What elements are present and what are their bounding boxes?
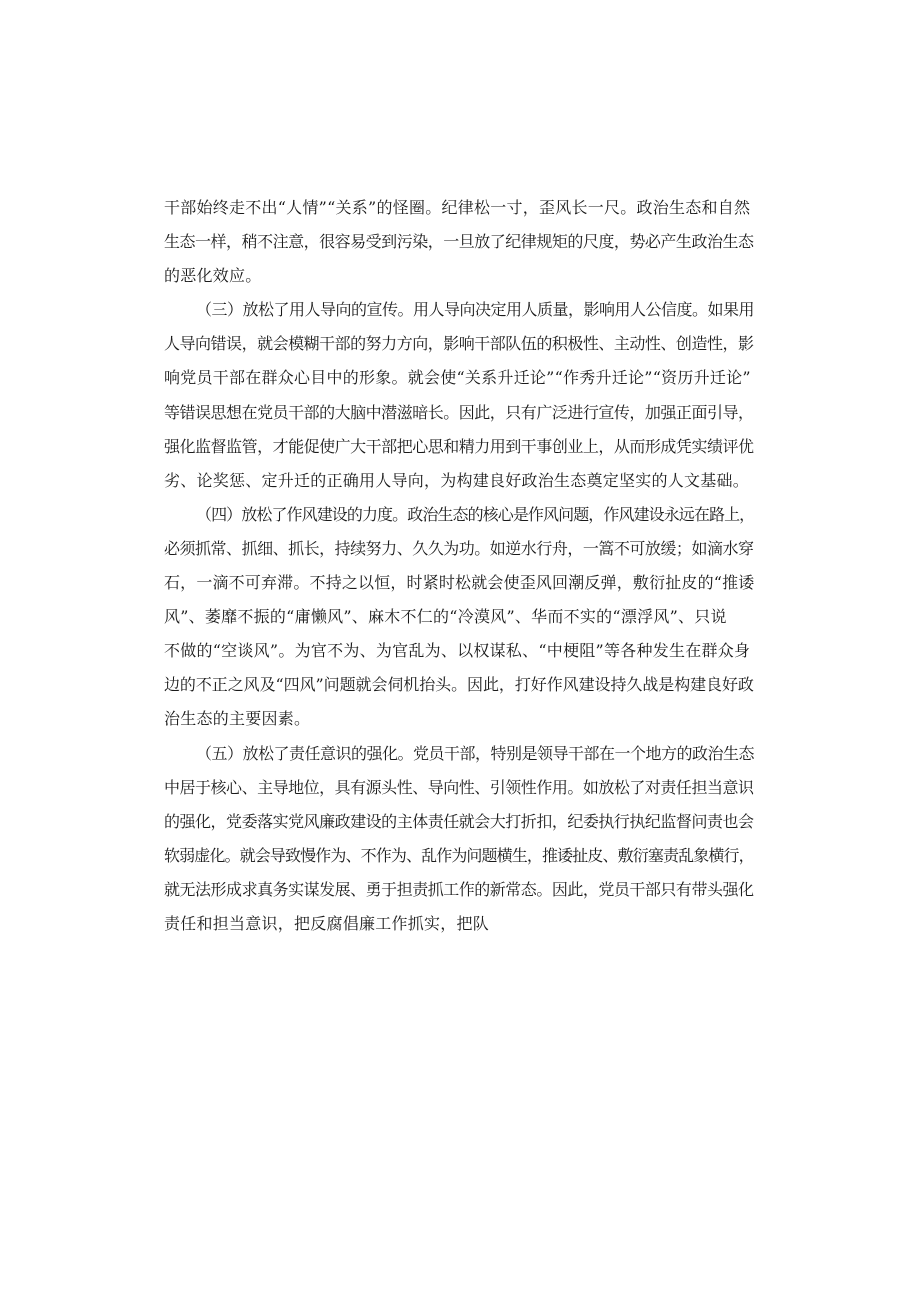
text-line: 不做的“空谈风”。为官不为、为官乱为、以权谋私、“中梗阻”等各种发生在群众身 <box>164 641 751 661</box>
text-line: 生态一样，稍不注意，很容易受到污染，一旦放了纪律规矩的尺度，势必产生政治生态 <box>164 232 754 252</box>
text-line: 的强化，党委落实党风廉政建设的主体责任就会大打折扣，纪委执行执纪监督问责也会 <box>164 811 754 831</box>
text-line: 边的不正之风及“四风”问题就会伺机抬头。因此，打好作风建设持久战是构建良好政 <box>164 675 754 695</box>
text-line: 等错误思想在党员干部的大脑中潜滋暗长。因此，只有广泛进行宣传，加强正面引导， <box>164 402 754 422</box>
text-line: 人导向错误，就会模糊干部的努力方向，影响干部队伍的积极性、主动性、创造性，影 <box>164 334 754 354</box>
text-line: 劣、论奖惩、定升迁的正确用人导向，为构建良好政治生态奠定坚实的人文基础。 <box>164 470 750 490</box>
paragraph-continuation <box>164 191 754 293</box>
text-line: 责任和担当意识，把反腐倡廉工作抓实，把队 <box>164 913 490 933</box>
text-line: 必须抓常、抓细、抓长，持续努力、久久为功。如逆水行舟，一篙不可放缓；如滴水穿 <box>164 538 754 558</box>
paragraph-section-five <box>164 737 754 942</box>
text-line: 软弱虚化。就会导致慢作为、不作为、乱作为问题横生，推诿扯皮、敷衍塞责乱象横行， <box>164 845 754 865</box>
text-line: 干部始终走不出“人情”“关系”的怪圈。纪律松一寸，歪风长一尺。政治生态和自然 <box>164 198 751 217</box>
text-line: 治生态的主要因素。 <box>164 709 311 729</box>
text-line: 就无法形成求真务实谋发展、勇于担责抓工作的新常态。因此，党员干部只有带头强化 <box>164 879 754 899</box>
text-line: 强化监督监管，才能促使广大干部把心思和精力用到干事创业上，从而形成凭实绩评优 <box>164 436 754 456</box>
text-line: （五）放松了责任意识的强化。党员干部，特别是领导干部在一个地方的政治生态 <box>196 743 755 763</box>
text-line: （三）放松了用人导向的宣传。用人导向决定用人质量，影响用人公信度。如果用 <box>196 300 755 320</box>
text-line: 石，一滴不可弃滞。不持之以恒，时紧时松就会使歪风回潮反弹，敷衍扯皮的“推诿 <box>164 573 755 593</box>
text-line: 风”、萎靡不振的“庸懒风”、麻木不仁的“冷漠风”、华而不实的“漂浮风”、只说 <box>164 607 727 627</box>
paragraph-section-three <box>164 293 754 498</box>
text-line: （四）放松了作风建设的力度。政治生态的核心是作风问题，作风建设永远在路上， <box>196 504 755 524</box>
paragraph-section-four <box>164 498 754 737</box>
text-line: 响党员干部在群众心目中的形象。就会使“关系升迁论”“作秀升迁论”“资历升迁论” <box>164 368 751 388</box>
document-body <box>164 191 754 941</box>
text-line: 的恶化效应。 <box>164 266 262 286</box>
text-line: 中居于核心、主导地位，具有源头性、导向性、引领性作用。如放松了对责任担当意识 <box>164 777 754 797</box>
